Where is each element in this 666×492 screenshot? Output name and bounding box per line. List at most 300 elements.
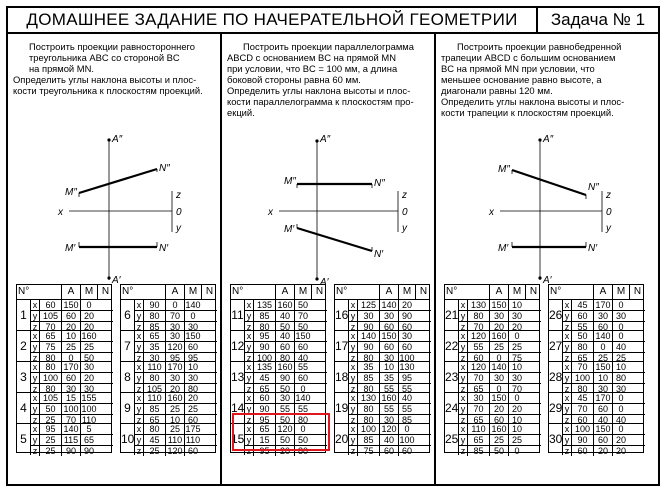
coord-cell: 80 xyxy=(143,311,165,321)
coord-cell: 20 xyxy=(61,322,80,332)
coord-row xyxy=(459,434,541,444)
axis-cell: z xyxy=(350,352,356,363)
axis-cell: x xyxy=(350,362,356,372)
axis-cell: x xyxy=(246,300,252,310)
coord-cell: 40 xyxy=(275,311,294,321)
axis-cell: x xyxy=(564,331,570,341)
coord-cell: 130 xyxy=(467,300,489,310)
coord-row xyxy=(31,424,113,434)
header-cell: A xyxy=(489,285,508,299)
header-cell: M xyxy=(398,285,415,299)
coord-cell: 30 xyxy=(165,373,184,383)
coord-row xyxy=(459,362,541,372)
coord-cell: 60 xyxy=(379,446,398,456)
desc-line: диагонали равны 120 мм. xyxy=(441,85,553,96)
coord-cell: 70 xyxy=(508,384,525,394)
coord-cell: 100 xyxy=(61,404,80,414)
coord-cell: 60 xyxy=(398,446,415,456)
variant-18 xyxy=(335,362,429,393)
coord-cell: 60 xyxy=(294,342,311,352)
coord-row xyxy=(459,403,541,413)
variant-number: 3 xyxy=(17,362,31,393)
coord-cell: 0 xyxy=(508,331,525,341)
coord-cell: 0 xyxy=(508,446,525,456)
axis-cell: x xyxy=(350,424,356,434)
desc-line: екций. xyxy=(227,107,255,118)
coord-cell: 55 xyxy=(275,404,294,414)
variant-19 xyxy=(335,393,429,424)
coord-cell: 75 xyxy=(508,353,525,363)
header-cell: A xyxy=(379,285,398,299)
coord-row xyxy=(459,352,541,362)
coord-cell: 110 xyxy=(143,362,165,372)
coord-cell: 35 xyxy=(143,342,165,352)
label-a2: A″ xyxy=(543,134,554,145)
coord-cell: 45 xyxy=(571,300,593,310)
coord-cell: 65 xyxy=(571,353,593,363)
coord-cell: 160 xyxy=(489,331,508,341)
desc-line: меньшее основание равно высоте, а xyxy=(441,74,602,85)
coord-cell: 50 xyxy=(275,384,294,394)
variant-13 xyxy=(231,362,325,393)
coord-cell: 70 xyxy=(467,404,489,414)
variant-number: 9 xyxy=(121,393,135,424)
projection-drawing xyxy=(8,120,222,296)
coord-cell: 95 xyxy=(184,353,201,363)
coord-row xyxy=(459,310,541,320)
coord-cell: 110 xyxy=(81,414,97,425)
coord-cell: 25 xyxy=(593,353,612,363)
coord-cell: 105 xyxy=(39,311,61,321)
coord-cell: 65 xyxy=(80,435,97,445)
coord-cell: 75 xyxy=(357,446,379,456)
variant-table xyxy=(334,284,430,456)
coord-cell: 90 xyxy=(275,373,294,383)
coord-cell: 30 xyxy=(80,384,97,394)
coord-cell: 55 xyxy=(571,322,593,332)
coord-cell: 30 xyxy=(379,311,398,321)
desc-line: треугольника ABC со стороной BC xyxy=(29,52,180,63)
coord-row xyxy=(31,341,113,351)
coord-cell: 30 xyxy=(379,353,398,363)
coord-cell: 60 xyxy=(467,353,489,363)
axis-cell: z xyxy=(350,383,356,394)
coord-cell: 60 xyxy=(398,322,415,332)
coord-cell: 55 xyxy=(467,342,489,352)
coord-row xyxy=(563,372,645,382)
coord-row xyxy=(31,434,113,444)
axis-cell: x xyxy=(350,331,356,341)
coord-cell: 30 xyxy=(357,311,379,321)
axis-cell: x xyxy=(350,300,356,310)
coord-cell: 0 xyxy=(80,300,97,310)
coord-row xyxy=(135,445,217,455)
coord-row xyxy=(563,393,645,403)
table-header xyxy=(445,285,539,300)
coord-cell: 45 xyxy=(571,393,593,403)
header-cell: N xyxy=(629,285,645,299)
coord-row xyxy=(31,445,113,455)
variant-number: 10 xyxy=(121,424,135,455)
coord-cell: 65 xyxy=(467,384,489,394)
variant-28 xyxy=(549,362,643,393)
coord-cell: 60 xyxy=(61,373,80,383)
variant-7 xyxy=(121,331,215,362)
coord-row xyxy=(245,310,327,320)
header-cell: N° xyxy=(336,286,348,297)
axis-cell: y xyxy=(136,435,142,446)
coord-cell: 80 xyxy=(275,353,294,363)
coord-cell: 160 xyxy=(379,393,398,403)
coord-cell: 10 xyxy=(508,424,525,434)
variant-21 xyxy=(445,300,539,331)
coord-cell: 65 xyxy=(143,415,165,425)
coord-cell: 10 xyxy=(165,415,184,425)
coord-cell: 25 xyxy=(612,353,629,363)
axis-cell: y xyxy=(136,342,142,353)
axis-cell: x xyxy=(246,331,252,341)
axis-cell: z xyxy=(246,321,252,332)
variant-number: 30 xyxy=(549,424,563,455)
axis-cell: x xyxy=(564,362,570,372)
coord-cell: 0 xyxy=(489,353,508,363)
label-n1: N′ xyxy=(374,249,384,260)
axis-cell: x xyxy=(350,393,356,403)
variant-number: 4 xyxy=(17,393,31,424)
coord-cell: 65 xyxy=(39,331,61,341)
coord-cell: 100 xyxy=(357,424,379,434)
coord-cell: 160 xyxy=(275,300,294,310)
coord-cell: 50 xyxy=(39,404,61,414)
coord-row xyxy=(459,331,541,341)
coord-cell: 0 xyxy=(165,300,184,310)
coord-cell: 120 xyxy=(165,446,184,456)
label-m1: M′ xyxy=(498,243,509,254)
coord-row xyxy=(349,434,431,444)
coord-cell: 105 xyxy=(143,384,165,394)
coord-cell: 95 xyxy=(253,415,275,425)
variant-1 xyxy=(17,300,111,331)
coord-cell: 60 xyxy=(294,373,311,383)
variant-3 xyxy=(17,362,111,393)
coord-cell: 120 xyxy=(467,362,489,372)
coord-cell: 65 xyxy=(467,415,489,425)
coord-cell: 10 xyxy=(593,373,612,383)
coord-cell: 30 xyxy=(165,331,184,341)
coord-cell: 140 xyxy=(185,300,201,310)
coord-cell: 140 xyxy=(295,393,311,403)
coord-cell: 10 xyxy=(508,362,525,372)
coord-cell: 40 xyxy=(294,353,311,363)
axis-cell: x xyxy=(246,424,252,434)
coord-cell: 30 xyxy=(165,322,184,332)
coord-row xyxy=(459,424,541,434)
coord-cell: 60 xyxy=(184,342,201,352)
variant-23 xyxy=(445,362,539,393)
coord-cell: 80 xyxy=(294,446,311,456)
coord-cell: 0 xyxy=(612,424,629,434)
variant-table xyxy=(120,284,216,456)
axis-cell: y xyxy=(460,342,466,353)
coord-row xyxy=(245,341,327,351)
axis-cell: y xyxy=(460,435,466,446)
axis-cell: y xyxy=(136,311,142,322)
coord-cell: 30 xyxy=(61,384,80,394)
axis-cell: z xyxy=(32,445,38,456)
coord-cell: 95 xyxy=(165,353,184,363)
coord-cell: 110 xyxy=(185,435,201,446)
variant-table xyxy=(548,284,644,456)
axis-cell: z xyxy=(564,321,570,332)
coord-cell: 20 xyxy=(593,446,612,456)
coord-row xyxy=(135,321,217,331)
coord-cell: 95 xyxy=(253,331,275,341)
coord-cell: 140 xyxy=(593,331,612,341)
coord-cell: 0 xyxy=(593,342,612,352)
coord-cell: 170 xyxy=(593,393,612,403)
variant-8 xyxy=(121,362,215,393)
label-origin: 0 xyxy=(402,207,408,218)
coord-cell: 60 xyxy=(379,322,398,332)
coord-row xyxy=(349,331,431,341)
axis-cell: z xyxy=(136,445,142,456)
coord-cell: 35 xyxy=(357,362,379,372)
coord-row xyxy=(135,352,217,362)
coord-cell: 80 xyxy=(357,384,379,394)
coord-cell: 150 xyxy=(295,331,311,341)
coord-row xyxy=(245,393,327,403)
coord-cell: 10 xyxy=(61,331,80,341)
axis-cell: z xyxy=(136,352,142,363)
variant-number: 21 xyxy=(445,300,459,331)
label-z: z xyxy=(176,190,181,201)
coord-cell: 95 xyxy=(39,424,61,434)
coord-cell: 60 xyxy=(489,415,508,425)
coord-cell: 80 xyxy=(357,353,379,363)
coord-cell: 90 xyxy=(571,435,593,445)
coord-cell: 25 xyxy=(508,342,525,352)
coord-row xyxy=(31,414,113,424)
coord-cell: 85 xyxy=(143,404,165,414)
axis-cell: y xyxy=(246,311,252,322)
coord-cell: 160 xyxy=(275,362,294,372)
axis-cell: x xyxy=(136,424,142,434)
coord-cell: 80 xyxy=(571,342,593,352)
coord-cell: 85 xyxy=(143,322,165,332)
coord-cell: 0 xyxy=(612,393,629,403)
coord-cell: 0 xyxy=(61,353,80,363)
coord-cell: 160 xyxy=(81,331,97,341)
header-cell: M xyxy=(294,285,311,299)
axis-cell: y xyxy=(350,342,356,353)
coord-row xyxy=(349,424,431,434)
label-n2: N″ xyxy=(159,163,170,174)
table-header xyxy=(17,285,111,300)
coord-row xyxy=(349,403,431,413)
coord-cell: 20 xyxy=(80,311,97,321)
coord-cell: 10 xyxy=(508,300,525,310)
axis-cell: y xyxy=(32,435,38,446)
variant-number: 12 xyxy=(231,331,245,362)
coord-cell: 10 xyxy=(508,415,525,425)
variant-number: 16 xyxy=(335,300,349,331)
desc-line: кости треугольника к плоскостям проекций. xyxy=(13,85,203,96)
variant-number: 26 xyxy=(549,300,563,331)
coord-row xyxy=(563,403,645,413)
coord-cell: 30 xyxy=(612,384,629,394)
axis-cell: y xyxy=(246,435,252,446)
coord-row xyxy=(135,300,217,310)
coord-cell: 25 xyxy=(61,342,80,352)
coord-row xyxy=(31,372,113,382)
axis-cell: z xyxy=(246,383,252,394)
coord-cell: 150 xyxy=(61,300,80,310)
desc-line: на прямой MN. xyxy=(29,63,94,74)
coord-cell: 30 xyxy=(80,362,97,372)
coord-cell: 30 xyxy=(275,393,294,403)
coord-cell: 40 xyxy=(593,415,612,425)
coord-cell: 50 xyxy=(80,353,97,363)
coord-cell: 80 xyxy=(612,373,629,383)
desc-line: кости параллелограмма к плоскостям про- xyxy=(227,96,414,107)
desc-line: трапеции ABCD с большим основанием xyxy=(441,52,616,63)
coord-cell: 70 xyxy=(467,373,489,383)
coord-row xyxy=(563,310,645,320)
variant-6 xyxy=(121,300,215,331)
variant-11 xyxy=(231,300,325,331)
axis-cell: x xyxy=(32,331,38,341)
coord-row xyxy=(31,331,113,341)
coord-cell: 105 xyxy=(39,393,61,403)
axis-cell: z xyxy=(32,321,38,332)
desc-line: Построить проекции равностороннего xyxy=(29,41,195,52)
coord-row xyxy=(563,383,645,393)
coord-row xyxy=(563,362,645,372)
axis-cell: z xyxy=(136,414,142,425)
coord-cell: 50 xyxy=(294,300,311,310)
coord-cell: 70 xyxy=(61,415,80,425)
coord-row xyxy=(563,300,645,310)
variant-16 xyxy=(335,300,429,331)
coord-cell: 25 xyxy=(39,435,61,445)
coord-cell: 25 xyxy=(184,404,201,414)
coord-cell: 50 xyxy=(571,331,593,341)
coord-cell: 90 xyxy=(253,342,275,352)
coord-row xyxy=(459,383,541,393)
desc-line: BC на прямой MN при условии, что xyxy=(441,63,595,74)
coord-cell: 120 xyxy=(379,424,398,434)
coord-cell: 30 xyxy=(184,373,201,383)
coord-row xyxy=(135,362,217,372)
coord-cell: 90 xyxy=(357,342,379,352)
coord-cell: 100 xyxy=(571,424,593,434)
axis-cell: y xyxy=(246,342,252,353)
coord-cell: 60 xyxy=(571,311,593,321)
coord-cell: 25 xyxy=(39,446,61,456)
coord-row xyxy=(31,352,113,362)
coord-cell: 25 xyxy=(508,435,525,445)
coord-cell: 70 xyxy=(571,362,593,372)
header-cell: N° xyxy=(446,286,458,297)
coord-cell: 140 xyxy=(489,362,508,372)
coord-row xyxy=(135,341,217,351)
coord-cell: 100 xyxy=(39,373,61,383)
axis-cell: y xyxy=(460,404,466,415)
axis-cell: y xyxy=(460,373,466,384)
variant-10 xyxy=(121,424,215,455)
coord-row xyxy=(349,310,431,320)
label-z: z xyxy=(402,190,407,201)
coord-cell: 90 xyxy=(357,322,379,332)
coord-cell: 60 xyxy=(593,322,612,332)
variant-24 xyxy=(445,393,539,424)
axis-cell: z xyxy=(246,414,252,425)
coord-cell: 80 xyxy=(571,384,593,394)
variant-5 xyxy=(17,424,111,455)
coord-cell: 60 xyxy=(275,342,294,352)
table-header xyxy=(335,285,429,300)
coord-cell: 110 xyxy=(165,435,184,445)
label-m2: M″ xyxy=(284,176,296,187)
coord-cell: 150 xyxy=(593,424,612,434)
coord-row xyxy=(31,300,113,310)
label-m2: M″ xyxy=(65,187,77,198)
coord-cell: 20 xyxy=(275,446,294,456)
variant-number: 20 xyxy=(335,424,349,455)
axis-cell: z xyxy=(564,445,570,456)
coord-row xyxy=(135,434,217,444)
coord-row xyxy=(135,403,217,413)
desc-line: Определить углы наклона высоты и плос- xyxy=(227,85,411,96)
header-cell: N xyxy=(201,285,217,299)
axis-cell: y xyxy=(350,435,356,446)
coord-cell: 30 xyxy=(467,393,489,403)
table-header xyxy=(549,285,643,300)
coord-row xyxy=(459,372,541,382)
coord-cell: 120 xyxy=(467,331,489,341)
coord-row xyxy=(563,414,645,424)
coord-row xyxy=(135,310,217,320)
label-n2: N″ xyxy=(374,178,385,189)
coord-cell: 15 xyxy=(61,393,80,403)
coord-row xyxy=(563,434,645,444)
header-cell: N xyxy=(415,285,431,299)
coord-row xyxy=(349,300,431,310)
header-cell: A xyxy=(165,285,184,299)
coord-cell: 25 xyxy=(489,435,508,445)
coord-row xyxy=(459,445,541,455)
coord-row xyxy=(349,362,431,372)
coord-cell: 30 xyxy=(184,322,201,332)
header-cell: N xyxy=(311,285,327,299)
coord-cell: 70 xyxy=(294,311,311,321)
label-y: y xyxy=(402,223,407,234)
variant-number: 5 xyxy=(17,424,31,455)
coord-row xyxy=(135,414,217,424)
coord-cell: 100 xyxy=(399,352,415,363)
coord-cell: 60 xyxy=(379,342,398,352)
label-origin: 0 xyxy=(176,207,182,218)
label-a1: A′ xyxy=(543,275,552,286)
coord-cell: 80 xyxy=(39,353,61,363)
header-cell: N° xyxy=(550,286,562,297)
axis-cell: y xyxy=(564,435,570,446)
label-x: x xyxy=(58,207,63,218)
coord-row xyxy=(245,362,327,372)
coord-cell: 70 xyxy=(571,404,593,414)
coord-cell: 95 xyxy=(253,446,275,456)
variant-number: 14 xyxy=(231,393,245,424)
